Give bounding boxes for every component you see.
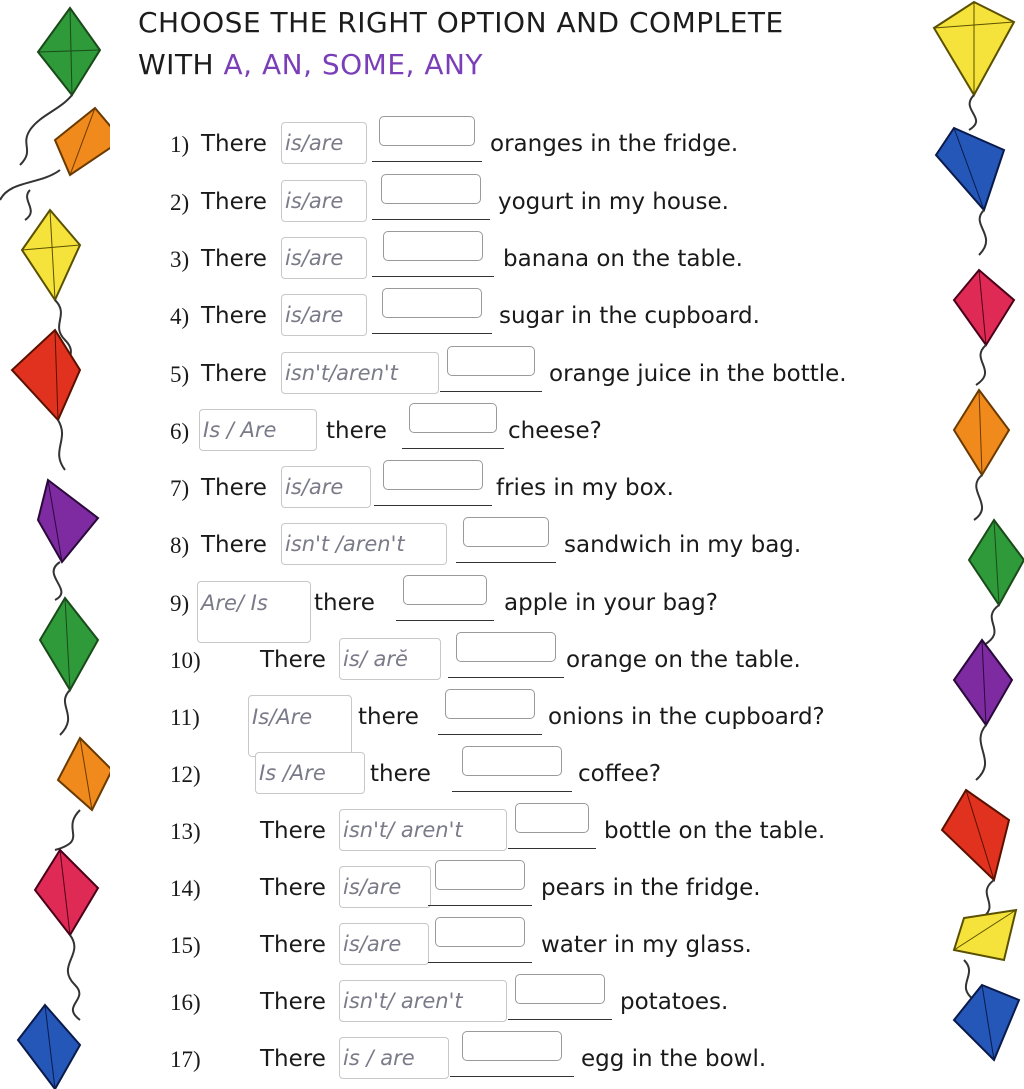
sentence-start: There — [201, 532, 267, 558]
sentence-there: there — [370, 761, 431, 787]
sentence-end: water in my glass. — [541, 932, 752, 958]
sentence-start: There — [260, 1046, 326, 1072]
verb-option-dropdown[interactable]: is/are — [281, 180, 367, 222]
question-row — [0, 352, 900, 396]
verb-option-dropdown[interactable]: is / are — [339, 1037, 449, 1079]
question-number: 2) — [170, 190, 190, 215]
sentence-end: onions in the cupboard? — [548, 704, 825, 730]
sentence-end: egg in the bowl. — [581, 1046, 767, 1072]
verb-option-dropdown[interactable]: is/are — [339, 866, 431, 908]
question-number: 11) — [170, 705, 200, 730]
sentence-end: orange on the table. — [566, 647, 801, 673]
article-answer-input[interactable] — [383, 231, 483, 261]
verb-option-dropdown[interactable]: Is/Are — [248, 695, 352, 757]
sentence-start: There — [260, 647, 326, 673]
sentence-start: There — [201, 303, 267, 329]
article-answer-input[interactable] — [456, 632, 556, 662]
question-row — [0, 523, 900, 567]
article-answer-input[interactable] — [381, 174, 481, 204]
sentence-end: banana on the table. — [503, 246, 743, 272]
sentence-there: there — [358, 704, 419, 730]
question-row — [0, 638, 900, 682]
sentence-end: oranges in the fridge. — [490, 131, 739, 157]
kite-orange-icon — [954, 390, 1009, 475]
article-answer-input[interactable] — [445, 689, 535, 719]
kite-yellow-icon — [934, 2, 1014, 95]
article-answer-input[interactable] — [515, 803, 589, 833]
verb-option-dropdown[interactable]: is/are — [281, 122, 367, 164]
article-answer-input[interactable] — [462, 746, 562, 776]
sentence-end: yogurt in my house. — [498, 189, 729, 215]
kite-red-icon — [942, 790, 1009, 880]
kite-pink-icon — [954, 270, 1014, 345]
title-line-1: CHOOSE THE RIGHT OPTION AND COMPLETE — [138, 6, 784, 39]
sentence-end: apple in your bag? — [504, 590, 718, 616]
kite-green-icon — [969, 520, 1024, 605]
sentence-start: There — [201, 361, 267, 387]
title-accent: A, AN, SOME, ANY — [223, 48, 484, 81]
kite-yellow-icon — [954, 910, 1016, 960]
question-number: 15) — [170, 933, 201, 958]
verb-option-dropdown[interactable]: is/are — [281, 237, 367, 279]
sentence-start: There — [201, 189, 267, 215]
question-number: 9) — [170, 591, 190, 616]
question-row — [0, 409, 900, 453]
question-number: 7) — [170, 476, 190, 501]
kite-blue-icon — [936, 128, 1004, 210]
verb-option-dropdown[interactable]: Is /Are — [255, 752, 365, 794]
question-number: 13) — [170, 819, 201, 844]
sentence-start: There — [201, 131, 267, 157]
sentence-start: There — [201, 475, 267, 501]
sentence-end: fries in my box. — [496, 475, 674, 501]
question-number: 1) — [170, 132, 190, 157]
question-number: 6) — [170, 419, 190, 444]
verb-option-dropdown[interactable]: is/ arĕ — [339, 638, 441, 680]
verb-option-dropdown[interactable]: isn't/ aren't — [339, 809, 507, 851]
article-answer-input[interactable] — [382, 288, 482, 318]
question-row — [0, 180, 900, 224]
verb-option-dropdown[interactable]: isn't /aren't — [281, 523, 447, 565]
kite-blue-icon — [954, 985, 1019, 1060]
article-answer-input[interactable] — [447, 346, 535, 376]
sentence-end: pears in the fridge. — [541, 875, 761, 901]
sentence-start: There — [260, 818, 326, 844]
question-row — [0, 695, 900, 739]
verb-option-dropdown[interactable]: isn't/ aren't — [339, 980, 507, 1022]
question-number: 10) — [170, 648, 201, 673]
article-answer-input[interactable] — [515, 974, 605, 1004]
question-number: 8) — [170, 533, 190, 558]
sentence-end: cheese? — [508, 418, 602, 444]
verb-option-dropdown[interactable]: is/are — [281, 466, 371, 508]
sentence-start: There — [260, 989, 326, 1015]
sentence-end: orange juice in the bottle. — [549, 361, 847, 387]
title-line-2 — [138, 44, 784, 86]
sentence-end: coffee? — [578, 761, 662, 787]
sentence-start: There — [260, 932, 326, 958]
verb-option-dropdown[interactable]: Is / Are — [199, 409, 317, 451]
sentence-end: sandwich in my bag. — [564, 532, 802, 558]
question-number: 14) — [170, 876, 201, 901]
question-row — [0, 1037, 900, 1081]
article-answer-input[interactable] — [463, 517, 549, 547]
question-row — [0, 809, 900, 853]
article-answer-input[interactable] — [409, 403, 497, 433]
sentence-start: There — [260, 875, 326, 901]
sentence-end: potatoes. — [620, 989, 729, 1015]
question-row — [0, 466, 900, 510]
sentence-end: sugar in the cupboard. — [499, 303, 760, 329]
question-number: 3) — [170, 247, 190, 272]
question-number: 12) — [170, 762, 201, 787]
article-answer-input[interactable] — [403, 575, 487, 605]
article-answer-input[interactable] — [435, 860, 525, 890]
question-number: 5) — [170, 362, 190, 387]
article-answer-input[interactable] — [383, 460, 483, 490]
verb-option-dropdown[interactable]: is/are — [281, 294, 367, 336]
question-row — [0, 294, 900, 338]
kite-green-icon — [38, 8, 100, 95]
worksheet-title — [138, 2, 784, 86]
question-row — [0, 581, 900, 625]
sentence-end: bottle on the table. — [604, 818, 826, 844]
sentence-there: there — [326, 418, 387, 444]
question-number: 16) — [170, 990, 201, 1015]
verb-option-dropdown[interactable]: is/are — [339, 923, 429, 965]
verb-option-dropdown[interactable]: isn't/aren't — [281, 352, 439, 394]
question-row — [0, 237, 900, 281]
question-row — [0, 866, 900, 910]
question-row — [0, 122, 900, 166]
verb-option-dropdown[interactable]: Are/ Is — [197, 581, 311, 643]
title-prefix: WITH — [138, 48, 215, 81]
sentence-start: There — [201, 246, 267, 272]
question-row — [0, 923, 900, 967]
right-kite-border — [924, 0, 1024, 1089]
question-number: 4) — [170, 304, 190, 329]
question-number: 17) — [170, 1047, 201, 1072]
kite-purple-icon — [954, 640, 1012, 725]
article-answer-input[interactable] — [462, 1031, 562, 1061]
article-answer-input[interactable] — [435, 917, 525, 947]
article-answer-input[interactable] — [379, 116, 475, 146]
sentence-there: there — [314, 590, 375, 616]
question-row — [0, 752, 900, 796]
question-row — [0, 980, 900, 1024]
